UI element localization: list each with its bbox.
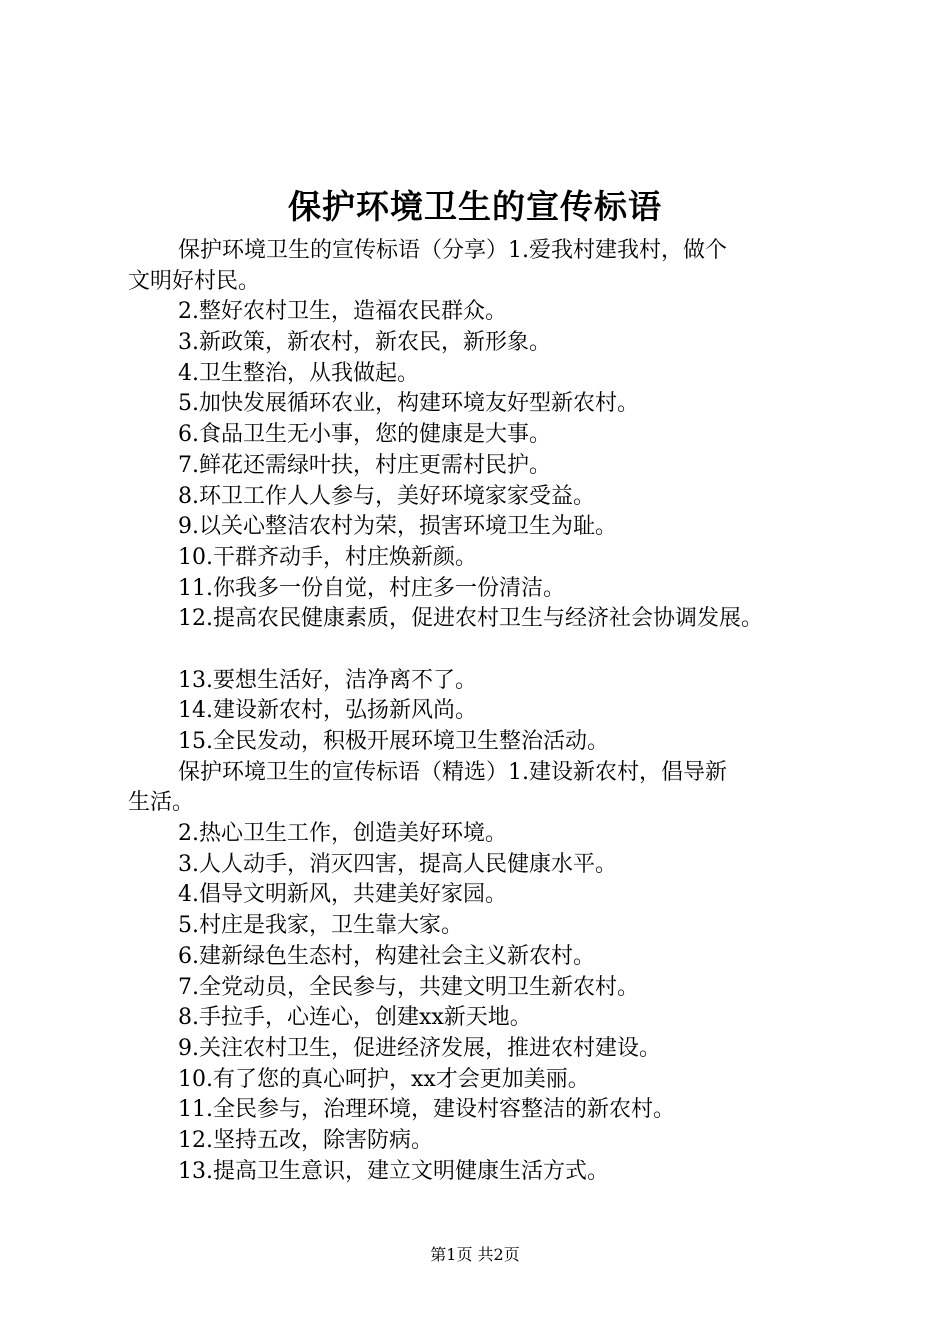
slogan-item: 4.卫生整治，从我做起。: [178, 360, 419, 386]
slogan-item: 9.关注农村卫生，促进经济发展，推进农村建设。: [178, 1035, 661, 1061]
slogan-item: 3.新政策，新农村，新农民，新形象。: [178, 330, 551, 356]
section2-intro-line1: 保护环境卫生的宣传标语（精选）1.建设新农村，倡导新: [178, 759, 727, 785]
blank-line: [128, 635, 840, 666]
section1-intro-line2: 文明好村民。: [128, 268, 261, 294]
slogan-item: 8.手拉手，心连心，创建xx新天地。: [178, 1005, 532, 1031]
slogan-item: 12.坚持五改，除害防病。: [178, 1127, 433, 1153]
slogan-item: 5.加快发展循环农业，构建环境友好型新农村。: [178, 391, 639, 417]
slogan-item: 15.全民发动，积极开展环境卫生整治活动。: [178, 729, 609, 754]
slogan-item: 2.整好农村卫生，造福农民群众。: [178, 299, 507, 325]
slogan-item: 4.倡导文明新风，共建美好家园。: [178, 882, 507, 908]
slogan-item: 10.干群齐动手，村庄焕新颜。: [178, 544, 477, 570]
slogan-item: 5.村庄是我家，卫生靠大家。: [178, 913, 463, 939]
slogan-item: 14.建设新农村，弘扬新风尚。: [178, 698, 477, 724]
page-footer: 第1页 共2页: [430, 1245, 520, 1264]
document-title: 保护环境卫生的宣传标语: [288, 187, 662, 226]
section1-intro-line1: 保护环境卫生的宣传标语（分享）1.爱我村建我村，做个: [178, 238, 727, 263]
slogan-item: 8.环卫工作人人参与，美好环境家家受益。: [178, 483, 595, 509]
slogan-item: 2.热心卫生工作，创造美好环境。: [178, 821, 507, 847]
slogan-item: 6.食品卫生无小事，您的健康是大事。: [178, 422, 551, 448]
slogan-item: 7.全党动员，全民参与，共建文明卫生新农村。: [178, 974, 639, 1000]
slogan-item: 10.有了您的真心呵护，xx才会更加美丽。: [178, 1066, 590, 1092]
slogan-item: 13.提高卫生意识，建立文明健康生活方式。: [178, 1158, 609, 1184]
slogan-item: 9.以关心整洁农村为荣，损害环境卫生为耻。: [178, 514, 617, 540]
section2-intro-line2: 生活。: [128, 790, 195, 816]
slogan-item: 11.你我多一份自觉，村庄多一份清洁。: [178, 575, 565, 601]
slogan-item: 6.建新绿色生态村，构建社会主义新农村。: [178, 943, 595, 969]
slogan-item: 12.提高农民健康素质，促进农村卫生与经济社会协调发展。: [178, 606, 763, 632]
slogan-item: 11.全民参与，治理环境，建设村容整洁的新农村。: [178, 1097, 675, 1123]
slogan-item: 7.鲜花还需绿叶扶，村庄更需村民护。: [178, 452, 551, 478]
slogan-item: 3.人人动手，消灭四害，提高人民健康水平。: [178, 851, 617, 877]
document-body: [128, 236, 840, 1187]
slogan-item: 13.要想生活好，洁净离不了。: [178, 667, 477, 693]
